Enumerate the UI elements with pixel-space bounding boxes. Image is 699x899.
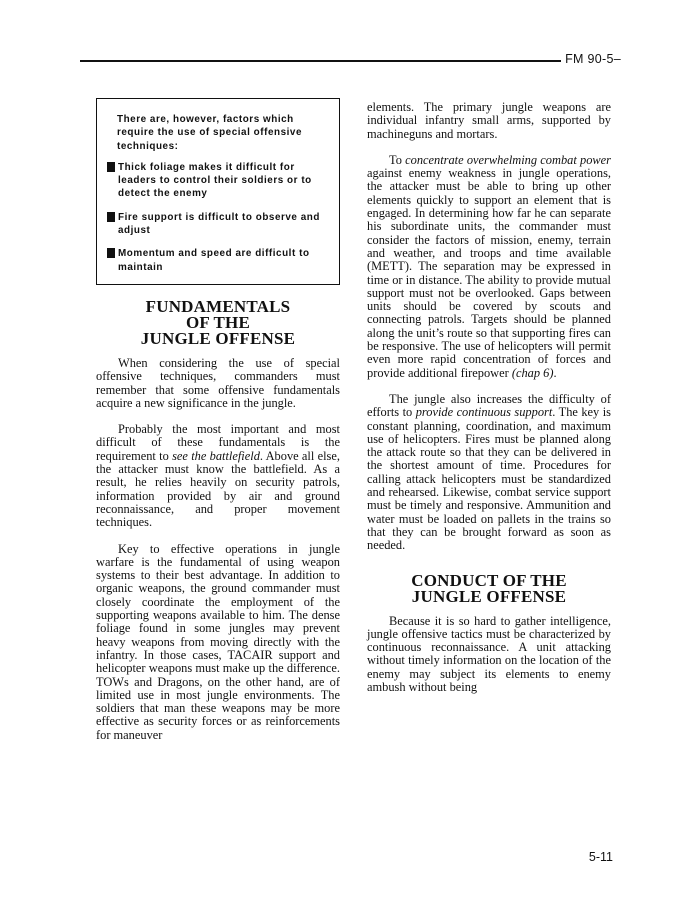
paragraph: When considering the use of special offensive techniques, commanders must remember that some offensive fundamentals acquire a new significance in the jungle. — [96, 355, 340, 410]
left-column — [96, 98, 340, 755]
heading-line: JUNGLE OFFENSE — [140, 328, 296, 348]
callout-box — [96, 98, 340, 285]
paragraph: The jungle also increases the difficulty of efforts to provide continuous support. The key is constant planning, coordination, and maximum use of helicopters. Fires must be planned along the attack route so that they can be delivered in the shortest amount of time. Procedures for calling attack helicopters must be standardized and rehearsed. Likewise, combat service support must be timely and responsive. Ammunition and water must be loaded on pallets in the trains so that they can be brought forward as soon as needed. — [367, 391, 611, 553]
paragraph-continued: elements. The primary jungle weapons are individual infantry small arms, supported by machineguns and mortars. — [367, 100, 611, 141]
chapter-reference: (chap 6) — [511, 365, 554, 380]
bullet-text: Thick foliage makes it difficult for leaders to control their soldiers or to detect the enemy — [118, 161, 312, 200]
heading-line: CONDUCT OF THE — [411, 570, 567, 590]
paragraph: To concentrate overwhelming combat power against enemy weakness in jungle operations, the attacker must be able to bring up other elements quickly to support an element that is engaged. In determining how far he can separate his subordinate units, the commander must consider the factors of mission, enemy, terrain and weather, and troops and time available (METT). The separation may be expressed in time or in distance. The ability to provide mutual support must not be overlooked. Gaps between units should be covered by scouts and connecting patrols. Targets should be planned along the unit’s route so that supporting fires can be responsive. The use of helicopters will permit even more rapid concentration of forces and provide additional firepower (chap 6). — [367, 152, 611, 380]
callout-bullet — [107, 247, 330, 274]
emphasis: concentrate overwhelming combat power — [405, 152, 611, 167]
square-bullet-icon — [107, 162, 115, 172]
header-rule — [80, 60, 585, 62]
right-column — [367, 101, 611, 707]
manual-number: FM 90-5– — [561, 52, 621, 66]
section-heading-fundamentals — [96, 296, 340, 348]
section-heading-conduct — [367, 570, 611, 606]
heading-line: FUNDAMENTALS — [145, 296, 291, 316]
square-bullet-icon — [107, 212, 115, 222]
square-bullet-icon — [107, 248, 115, 258]
paragraph: Key to effective operations in jungle warfare is the fundamental of using weapon systems to their best advantage. In addition to organic weapons, the ground commander must closely coordinate the employment of the supporting weapons available to him. The dense foliage found in some jungles may prevent heavy weapons from moving directly with the infantry. In those cases, TACAIR support and helicopter weapons must make up the difference. TOWs and Dragons, on the other hand, are of limited use in most jungle environments. The soldiers that man these weapons may be more effective as security forces or as reinforcements for maneuver — [96, 541, 340, 742]
bullet-text: Fire support is difficult to observe and adjust — [118, 211, 320, 237]
paragraph: Probably the most important and most difficult of these fundamentals is the requirement to see the battlefield. Above all else, the attacker must know the battlefield. As a result, he relies heavily on security patrols, information provided by air and ground reconnaissance, and proper movement techniques. — [96, 422, 340, 530]
paragraph: Because it is so hard to gather intelligence, jungle offensive tactics must be characterized by continuous reconnaissance. A unit attacking without timely information on the location of the enemy may subject its elements to enemy ambush without being — [367, 613, 611, 694]
callout-bullet — [107, 211, 330, 238]
heading-line: JUNGLE OFFENSE — [411, 586, 567, 606]
emphasis: see the battlefield — [172, 448, 260, 463]
emphasis: provide continuous support — [415, 405, 553, 420]
page-number: 5-11 — [588, 850, 613, 864]
heading-line: OF THE — [185, 312, 251, 332]
callout-intro: There are, however, factors which require the use of special offensive techniques: — [117, 114, 302, 152]
bullet-text: Momentum and speed are difficult to maintain — [118, 248, 310, 273]
callout-bullet — [107, 161, 330, 201]
